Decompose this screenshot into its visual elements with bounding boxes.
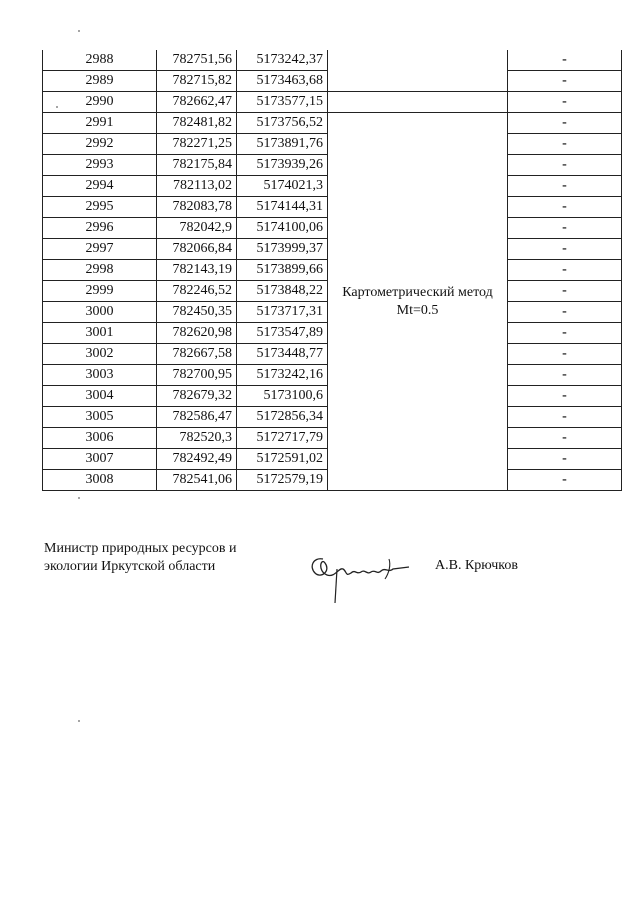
y-coordinate-cell: 5173899,66 <box>237 260 328 281</box>
y-coordinate-cell: 5173242,16 <box>237 365 328 386</box>
point-number-cell: 2991 <box>43 113 157 134</box>
x-coordinate-cell: 782662,47 <box>157 92 237 113</box>
y-coordinate-cell: 5172591,02 <box>237 449 328 470</box>
x-coordinate-cell: 782083,78 <box>157 197 237 218</box>
method-empty-cell <box>328 71 508 92</box>
method-empty-cell <box>328 92 508 113</box>
point-number-cell: 2996 <box>43 218 157 239</box>
point-number-cell: 2994 <box>43 176 157 197</box>
accuracy-cell: - <box>508 470 622 491</box>
point-number-cell: 2989 <box>43 71 157 92</box>
x-coordinate-cell: 782715,82 <box>157 71 237 92</box>
y-coordinate-cell: 5173717,31 <box>237 302 328 323</box>
point-number-cell: 3007 <box>43 449 157 470</box>
accuracy-cell: - <box>508 50 622 71</box>
point-number-cell: 2988 <box>43 50 157 71</box>
accuracy-cell: - <box>508 407 622 428</box>
x-coordinate-cell: 782271,25 <box>157 134 237 155</box>
x-coordinate-cell: 782541,06 <box>157 470 237 491</box>
y-coordinate-cell: 5173577,15 <box>237 92 328 113</box>
x-coordinate-cell: 782679,32 <box>157 386 237 407</box>
signatory-title <box>44 540 236 576</box>
y-coordinate-cell: 5174100,06 <box>237 218 328 239</box>
y-coordinate-cell: 5173242,37 <box>237 50 328 71</box>
point-number-cell: 2998 <box>43 260 157 281</box>
signatory-title-line-2: экологии Иркутской области <box>44 559 216 574</box>
y-coordinate-cell: 5173756,52 <box>237 113 328 134</box>
scan-speck <box>78 30 80 32</box>
accuracy-cell: - <box>508 428 622 449</box>
point-number-cell: 3001 <box>43 323 157 344</box>
y-coordinate-cell: 5173100,6 <box>237 386 328 407</box>
accuracy-cell: - <box>508 281 622 302</box>
point-number-cell: 2992 <box>43 134 157 155</box>
table-row <box>43 71 622 92</box>
x-coordinate-cell: 782175,84 <box>157 155 237 176</box>
point-number-cell: 2997 <box>43 239 157 260</box>
x-coordinate-cell: 782113,02 <box>157 176 237 197</box>
accuracy-cell: - <box>508 92 622 113</box>
point-number-cell: 3000 <box>43 302 157 323</box>
point-number-cell: 3004 <box>43 386 157 407</box>
x-coordinate-cell: 782520,3 <box>157 428 237 449</box>
method-empty-cell <box>328 50 508 71</box>
x-coordinate-cell: 782246,52 <box>157 281 237 302</box>
y-coordinate-cell: 5174021,3 <box>237 176 328 197</box>
point-number-cell: 2990 <box>43 92 157 113</box>
point-number-cell: 2995 <box>43 197 157 218</box>
point-number-cell: 3008 <box>43 470 157 491</box>
x-coordinate-cell: 782620,98 <box>157 323 237 344</box>
y-coordinate-cell: 5173939,26 <box>237 155 328 176</box>
x-coordinate-cell: 782667,58 <box>157 344 237 365</box>
table-row <box>43 92 622 113</box>
coordinates-table <box>42 50 622 491</box>
handwritten-signature <box>305 545 415 605</box>
accuracy-cell: - <box>508 302 622 323</box>
accuracy-cell: - <box>508 71 622 92</box>
point-number-cell: 3002 <box>43 344 157 365</box>
accuracy-cell: - <box>508 260 622 281</box>
accuracy-cell: - <box>508 134 622 155</box>
accuracy-cell: - <box>508 197 622 218</box>
point-number-cell: 2999 <box>43 281 157 302</box>
x-coordinate-cell: 782492,49 <box>157 449 237 470</box>
x-coordinate-cell: 782143,19 <box>157 260 237 281</box>
y-coordinate-cell: 5172579,19 <box>237 470 328 491</box>
accuracy-cell: - <box>508 239 622 260</box>
scan-speck <box>56 106 58 108</box>
x-coordinate-cell: 782751,56 <box>157 50 237 71</box>
y-coordinate-cell: 5173547,89 <box>237 323 328 344</box>
x-coordinate-cell: 782450,35 <box>157 302 237 323</box>
point-number-cell: 2993 <box>43 155 157 176</box>
accuracy-cell: - <box>508 365 622 386</box>
x-coordinate-cell: 782042,9 <box>157 218 237 239</box>
y-coordinate-cell: 5173848,22 <box>237 281 328 302</box>
accuracy-cell: - <box>508 176 622 197</box>
x-coordinate-cell: 782066,84 <box>157 239 237 260</box>
point-number-cell: 3006 <box>43 428 157 449</box>
y-coordinate-cell: 5173448,77 <box>237 344 328 365</box>
scan-speck <box>78 720 80 722</box>
signatory-title-line-1: Министр природных ресурсов и <box>44 541 237 556</box>
method-cell <box>328 113 508 491</box>
table-row <box>43 50 622 71</box>
y-coordinate-cell: 5172717,79 <box>237 428 328 449</box>
accuracy-cell: - <box>508 155 622 176</box>
table-row <box>43 113 622 134</box>
y-coordinate-cell: 5173891,76 <box>237 134 328 155</box>
accuracy-cell: - <box>508 449 622 470</box>
y-coordinate-cell: 5173999,37 <box>237 239 328 260</box>
y-coordinate-cell: 5172856,34 <box>237 407 328 428</box>
accuracy-cell: - <box>508 218 622 239</box>
y-coordinate-cell: 5173463,68 <box>237 71 328 92</box>
x-coordinate-cell: 782481,82 <box>157 113 237 134</box>
scan-speck <box>78 497 80 499</box>
accuracy-cell: - <box>508 323 622 344</box>
method-accuracy: Mt=0.5 <box>396 302 439 318</box>
x-coordinate-cell: 782586,47 <box>157 407 237 428</box>
accuracy-cell: - <box>508 113 622 134</box>
accuracy-cell: - <box>508 386 622 407</box>
point-number-cell: 3005 <box>43 407 157 428</box>
point-number-cell: 3003 <box>43 365 157 386</box>
accuracy-cell: - <box>508 344 622 365</box>
signatory-name: А.В. Крючков <box>435 558 518 573</box>
method-name: Картометрический метод <box>342 284 493 300</box>
x-coordinate-cell: 782700,95 <box>157 365 237 386</box>
y-coordinate-cell: 5174144,31 <box>237 197 328 218</box>
